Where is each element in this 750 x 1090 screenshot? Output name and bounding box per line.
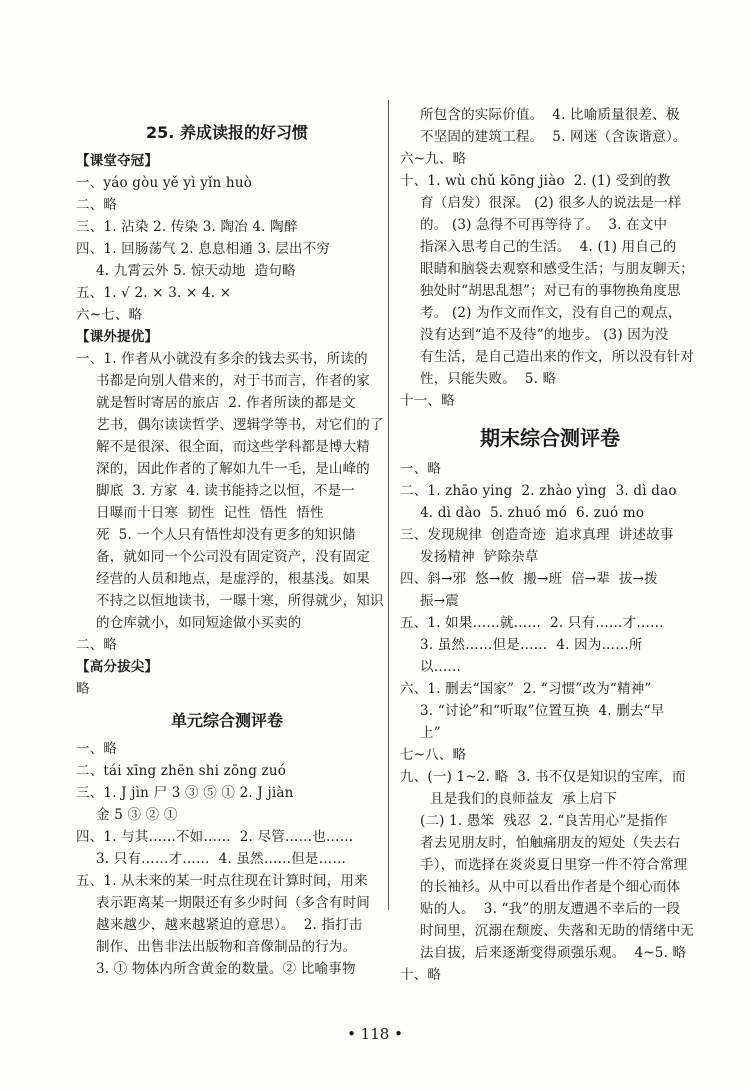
- answer-line: 考。 (2) 为作文而作文，没有自己的观点，: [420, 305, 682, 321]
- answer-line: 时间里，沉溺在颓废、失落和无助的情绪中无: [420, 923, 694, 939]
- answer-line: 九、(一) 1~2. 略 3. 书不仅是知识的宝库，而: [400, 769, 686, 785]
- answer-line: 略: [76, 681, 90, 697]
- answer-line: 一、1. 作者从小就没有多余的钱去买书，所读的: [76, 351, 368, 367]
- answer-line: 十、1. wù chǔ kōng jiào 2. (1) 受到的教: [400, 173, 671, 189]
- answer-line: 所包含的实际价值。 4. 比喻质量很差、极: [420, 107, 680, 123]
- answer-line: 三、1. 沾染 2. 传染 3. 陶冶 4. 陶醉: [76, 219, 298, 235]
- column-divider: [388, 100, 389, 910]
- answer-line: 四、斜→邪 悠→攸 搬→班 倍→辈 拔→拨: [400, 571, 658, 587]
- answer-line: 的。 (3) 急得不可再等待了。 3. 在文中: [420, 217, 668, 233]
- answer-line: 二、tái xīng zhēn shi zōng zuó: [76, 763, 287, 779]
- answer-line: 以……: [420, 659, 462, 675]
- answer-line: 五、1. 如果……就…… 2. 只有……才……: [400, 615, 664, 631]
- answer-line: 手），而选择在炎炎夏日里穿一件不符合常理: [420, 857, 688, 873]
- answer-line: 不持之以恒地读书，一曝十寒，所得就少，知识: [96, 593, 384, 609]
- answer-line: 十、略: [400, 967, 442, 983]
- answer-line: 育（启发）很深。 (2) 很多人的说法是一样: [420, 195, 682, 211]
- section-heading-classroom: 【课堂夺冠】: [76, 153, 159, 169]
- answer-line: 六~七、略: [76, 307, 143, 323]
- answer-line: 金 5 ③ ② ①: [96, 807, 178, 823]
- answer-line: 七~八、略: [400, 747, 467, 763]
- answer-line: 表示距离某一期限还有多少时间（多含有时间: [96, 895, 370, 911]
- answer-line: 经营的人员和地点，是虚浮的，根基浅。如果: [96, 571, 370, 587]
- answer-line: 振→震: [420, 593, 459, 609]
- answer-line: 脚底 3. 方家 4. 读书能持之以恒，不是一: [96, 483, 356, 499]
- answer-line: 就是暂时寄居的旅店 2. 作者所读的都是文: [96, 395, 356, 411]
- answer-line: 发扬精神 铲除杂草: [420, 549, 539, 565]
- answer-line: 4. 九霄云外 5. 惊天动地 造句略: [96, 263, 296, 279]
- answer-line: 五、1. √ 2. × 3. × 4. ×: [76, 285, 232, 301]
- answer-line: 艺书，偶尔读读哲学、逻辑学等书，对它们的了: [96, 417, 384, 433]
- answer-line: 深的，因此作者的了解如九牛一毛，是山峰的: [96, 461, 370, 477]
- answer-line: 上”: [420, 725, 441, 741]
- answer-line: 者去见朋友时，怕触痛朋友的短处（失去右: [420, 835, 681, 851]
- answer-line: 备，就如同一个公司没有固定资产，没有固定: [96, 549, 370, 565]
- section-heading-extracurricular: 【课外提优】: [76, 329, 159, 345]
- answer-line: 3. ① 物体内所含黄金的数量。② 比喻事物: [96, 961, 356, 977]
- unit-test-title: 单元综合测评卷: [170, 711, 283, 730]
- answer-line: 五、1. 从未来的某一时点往现在计算时间，用来: [76, 873, 368, 889]
- answer-line: 3. “讨论”和“听取”位置互换 4. 删去“早: [420, 703, 665, 719]
- answer-line: 一、略: [76, 741, 118, 757]
- answer-line: 死 5. 一个人只有悟性却没有更多的知识储: [96, 527, 356, 543]
- section-heading-advanced: 【高分拔尖】: [76, 659, 159, 675]
- answer-line: 不坚固的建筑工程。 5. 网迷（含诙谐意）。: [420, 129, 687, 145]
- answer-line: 三、发现规律 创造奇迹 追求真理 讲述故事: [400, 527, 674, 543]
- answer-line: 独处时“胡思乱想”；对已有的事物换角度思: [420, 283, 681, 299]
- answer-line: 3. 虽然……但是…… 4. 因为……所: [420, 637, 643, 653]
- answer-line: 4. dì dào 5. zhuó mó 6. zuó mo: [420, 505, 645, 521]
- answer-line: 二、略: [76, 197, 118, 213]
- answer-line: 眼睛和脑袋去观察和感受生活；与朋友聊天；: [420, 261, 694, 277]
- answer-line: 日曝而十日寒 韧性 记性 悟性 悟性: [96, 505, 324, 521]
- answer-line: 十一、略: [400, 393, 455, 409]
- answer-line: 的仓库就小，如同短途做小买卖的: [96, 615, 302, 631]
- answer-line: 性，只能失败。 5. 略: [420, 371, 557, 387]
- answer-line: 二、1. zhāo ying 2. zhào yìng 3. dì dao: [400, 483, 677, 499]
- answer-line: 指深入思考自己的生活。 4. (1) 用自己的: [420, 239, 677, 255]
- answer-line: 四、1. 与其……不如…… 2. 尽管……也……: [76, 829, 354, 845]
- lesson-title: 25. 养成读报的好习惯: [146, 123, 308, 142]
- answer-line: 四、1. 回肠荡气 2. 息息相通 3. 层出不穷: [76, 241, 331, 257]
- answer-line: 越来越少，越来越紧迫的意思）。 2. 指打击: [96, 917, 363, 933]
- answer-line: 解不是很深、很全面，而这些学科都是博大精: [96, 439, 370, 455]
- answer-line: 二、略: [76, 637, 118, 653]
- answer-line: 一、略: [400, 461, 442, 477]
- answer-line: 贴的人。 3. “我”的朋友遭遇不幸后的一段: [420, 901, 681, 917]
- page-number: • 118 •: [347, 1025, 403, 1043]
- answer-line: 制作、出售非法出版物和音像制品的行为。: [96, 939, 357, 955]
- answer-line: 六、1. 删去“国家” 2. “习惯”改为“精神”: [400, 681, 652, 697]
- answer-line: 书都是向别人借来的，对于书而言，作者的家: [96, 373, 370, 389]
- answer-line: 的长袖衫。从中可以看出作者是个细心而体: [420, 879, 681, 895]
- answer-line: (二) 1. 愚笨 残忍 2. “良苦用心”是指作: [420, 813, 668, 829]
- final-exam-title: 期末综合测评卷: [480, 426, 620, 450]
- answer-line: 且是我们的良师益友 承上启下: [430, 791, 618, 807]
- answer-line: 没有达到“追不及待”的地步。 (3) 因为没: [420, 327, 669, 343]
- answer-line: 3. 只有……才…… 4. 虽然……但是……: [96, 851, 347, 867]
- answer-line: 一、yáo gòu yě yì yǐn huò: [76, 175, 253, 191]
- answer-line: 三、1. J jìn 尸 3 ③ ⑤ ① 2. J jiàn: [76, 785, 294, 801]
- answer-line: 法自拔，后来逐渐变得顽强乐观。 4~5. 略: [420, 945, 687, 961]
- answer-line: 六~九、略: [400, 151, 467, 167]
- answer-line: 有生活，是自己造出来的作文，所以没有针对: [420, 349, 694, 365]
